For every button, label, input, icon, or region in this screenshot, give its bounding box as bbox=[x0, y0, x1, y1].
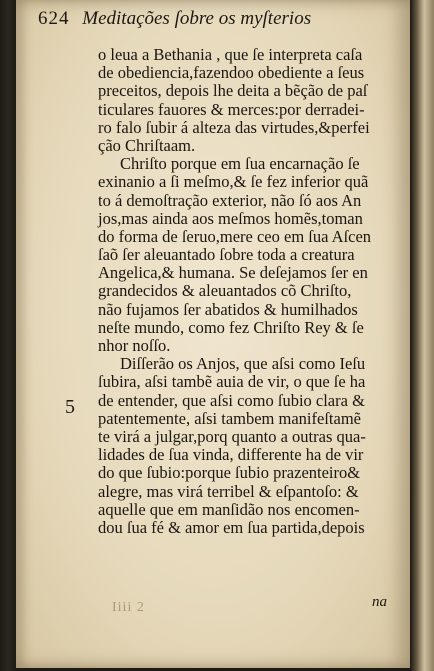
text-line: ticulares fauores & merces:por derradei- bbox=[98, 99, 365, 119]
text-line: aquelle que em manſidão nos encomen- bbox=[98, 499, 360, 519]
text-line: preceitos, depois lhe deita a bẽção de paſ bbox=[98, 81, 368, 101]
page-header bbox=[38, 8, 388, 36]
page-number: 624 bbox=[38, 8, 70, 29]
text-line: ſubira, aſsi tambẽ auia de vir, o que ſe ha bbox=[98, 372, 366, 392]
text-line: exinanio a ſi meſmo,& ſe fez inferior quã bbox=[98, 172, 369, 192]
text-line: de entender, que aſsi como ſubio clara & bbox=[98, 390, 365, 410]
text-line: Angelica,& humana. Se deſejamos ſer en bbox=[98, 263, 368, 283]
text-line: do que ſubio:porque ſubio prazenteiro& bbox=[98, 463, 361, 483]
paragraph-start-line: Chriſto porque em ſua encarnação ſe bbox=[120, 154, 360, 174]
text-line: ção Chriſtaam. bbox=[98, 135, 196, 155]
text-line: te virá a julgar,porq quanto a outras qua- bbox=[98, 426, 366, 446]
margin-note: 5 bbox=[65, 396, 75, 418]
text-line: nhor noſſo. bbox=[98, 336, 171, 355]
text-line: não fujamos ſer abatidos & humilhados bbox=[98, 299, 358, 319]
text-line: to á demoſtração exterior, não ſó aos An bbox=[98, 190, 362, 210]
catchword: na bbox=[372, 594, 387, 610]
text-line: jos,mas ainda aos meſmos homẽs,toman bbox=[98, 208, 363, 228]
text-line: grandecidos & aleuantados cõ Chriſto, bbox=[98, 281, 352, 301]
text-line: lidades de ſua vinda, differente ha de vir bbox=[98, 445, 364, 465]
text-line: patentemente, aſsi tambem manifeſtamẽ bbox=[98, 408, 361, 428]
paragraph-start-line: Diſſerão os Anjos, que aſsi como Ieſu bbox=[120, 354, 366, 374]
running-title: Meditações ſobre os myſterios bbox=[82, 8, 312, 29]
text-line: do forma de ſeruo,mere ceo em ſua Aſcen bbox=[98, 226, 372, 246]
text-line: ſaõ ſer aleuantado ſobre toda a creatura bbox=[98, 245, 355, 265]
text-line: neſte mundo, como fez Chriſto Rey & ſe bbox=[98, 317, 364, 337]
text-line: dou ſua fé & amor em ſua partida,depois bbox=[98, 517, 365, 537]
text-line: ro falo ſubir á alteza das virtudes,&perfei bbox=[98, 117, 370, 137]
text-line: o leua a Bethania , que ſe interpreta caſa bbox=[98, 45, 363, 64]
signature-mark: Iiii 2 bbox=[112, 600, 145, 615]
text-line: de obediencia,fazendoo obediente a ſeus bbox=[98, 63, 365, 83]
text-line: alegre, mas virá terribel & eſpantoſo: & bbox=[98, 481, 359, 501]
book-fore-edge bbox=[410, 0, 434, 671]
body-text bbox=[98, 46, 390, 537]
